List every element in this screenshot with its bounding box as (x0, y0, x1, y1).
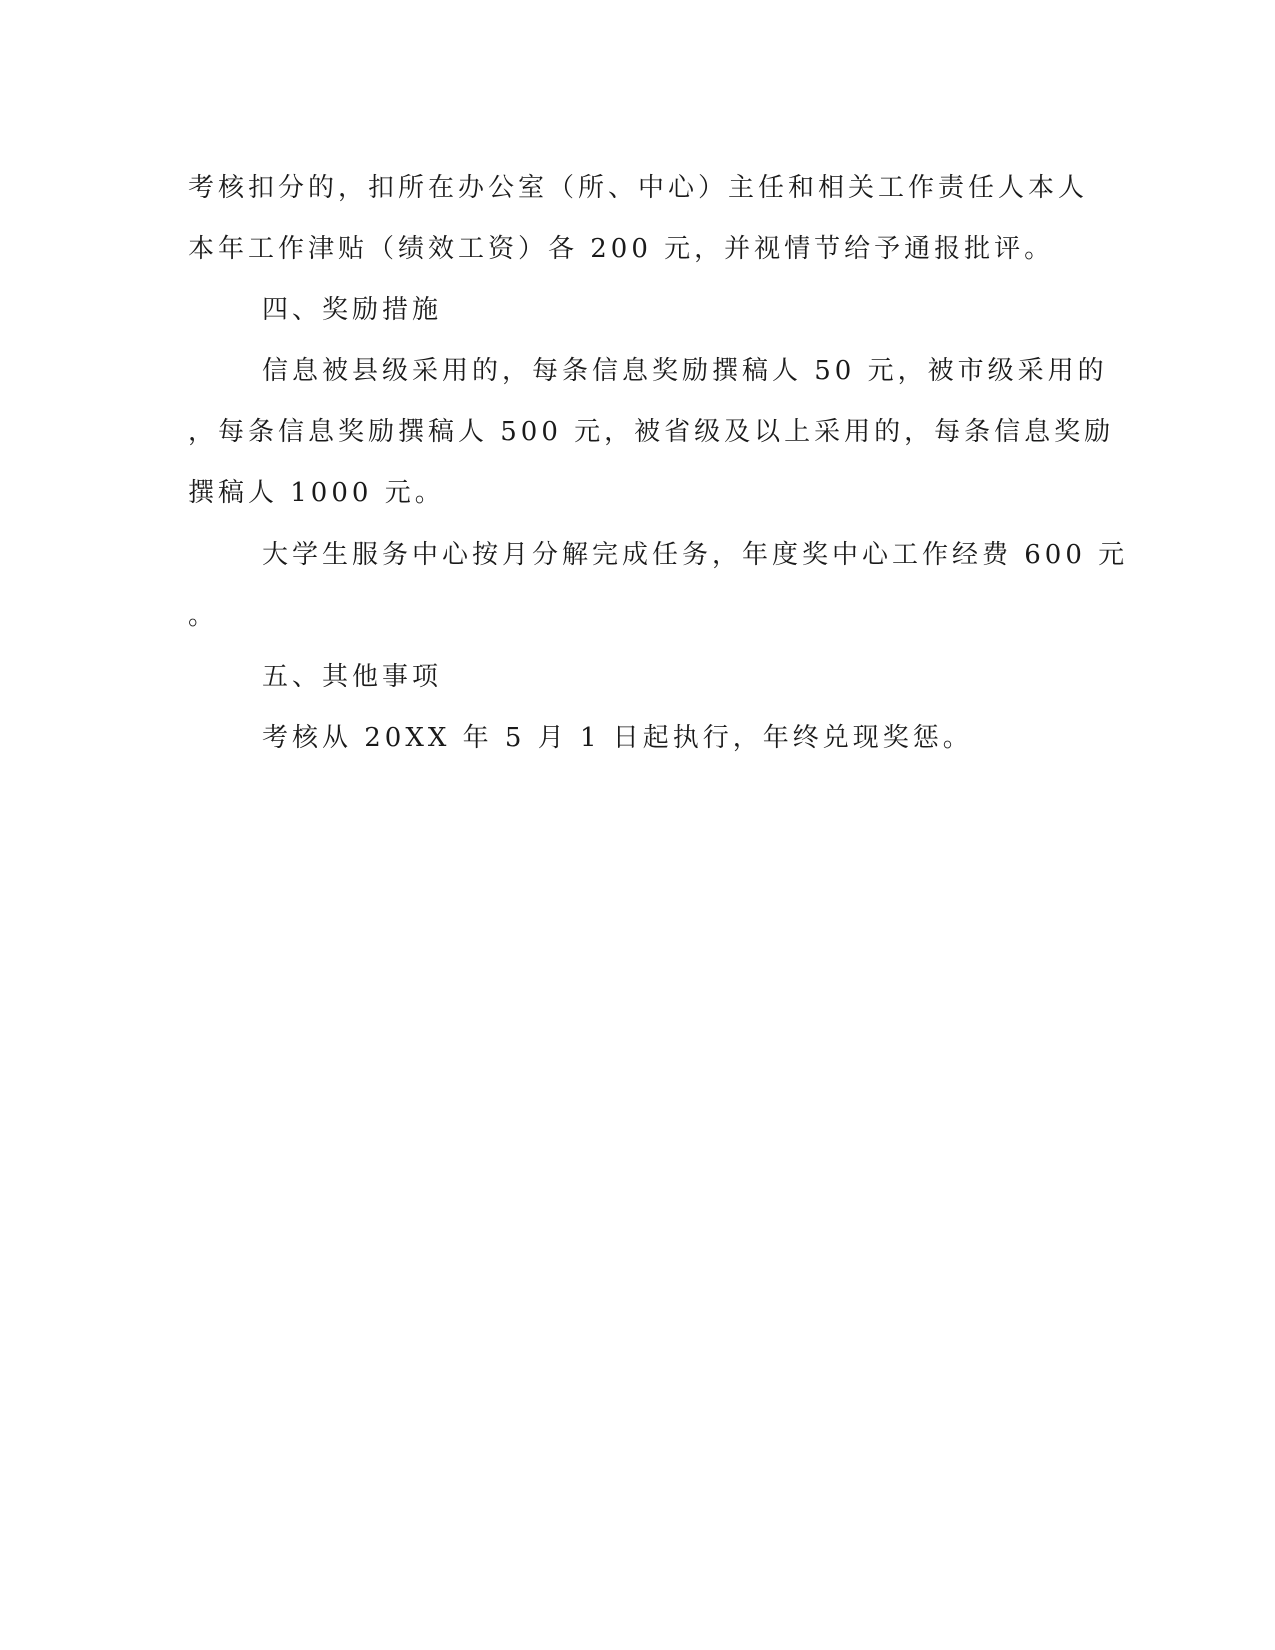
paragraph-line: 信息被县级采用的，每条信息奖励撰稿人 50 元，被市级采用的 (262, 356, 1108, 386)
paragraph-line: ，每条信息奖励撰稿人 500 元，被省级及以上采用的，每条信息奖励 (188, 417, 1115, 447)
paragraph-line: 考核扣分的，扣所在办公室（所、中心）主任和相关工作责任人本人 (188, 173, 1089, 203)
paragraph-line: 本年工作津贴（绩效工资）各 200 元，并视情节给予通报批评。 (188, 234, 1055, 264)
paragraph-line: 大学生服务中心按月分解完成任务，年度奖中心工作经费 600 元 (262, 540, 1129, 570)
paragraph-line: 。 (188, 601, 219, 631)
section-heading-rewards: 四、奖励措施 (262, 295, 443, 325)
paragraph-line: 考核从 20XX 年 5 月 1 日起执行，年终兑现奖惩。 (262, 723, 973, 753)
section-heading-other: 五、其他事项 (262, 662, 443, 692)
paragraph-line: 撰稿人 1000 元。 (188, 478, 445, 508)
